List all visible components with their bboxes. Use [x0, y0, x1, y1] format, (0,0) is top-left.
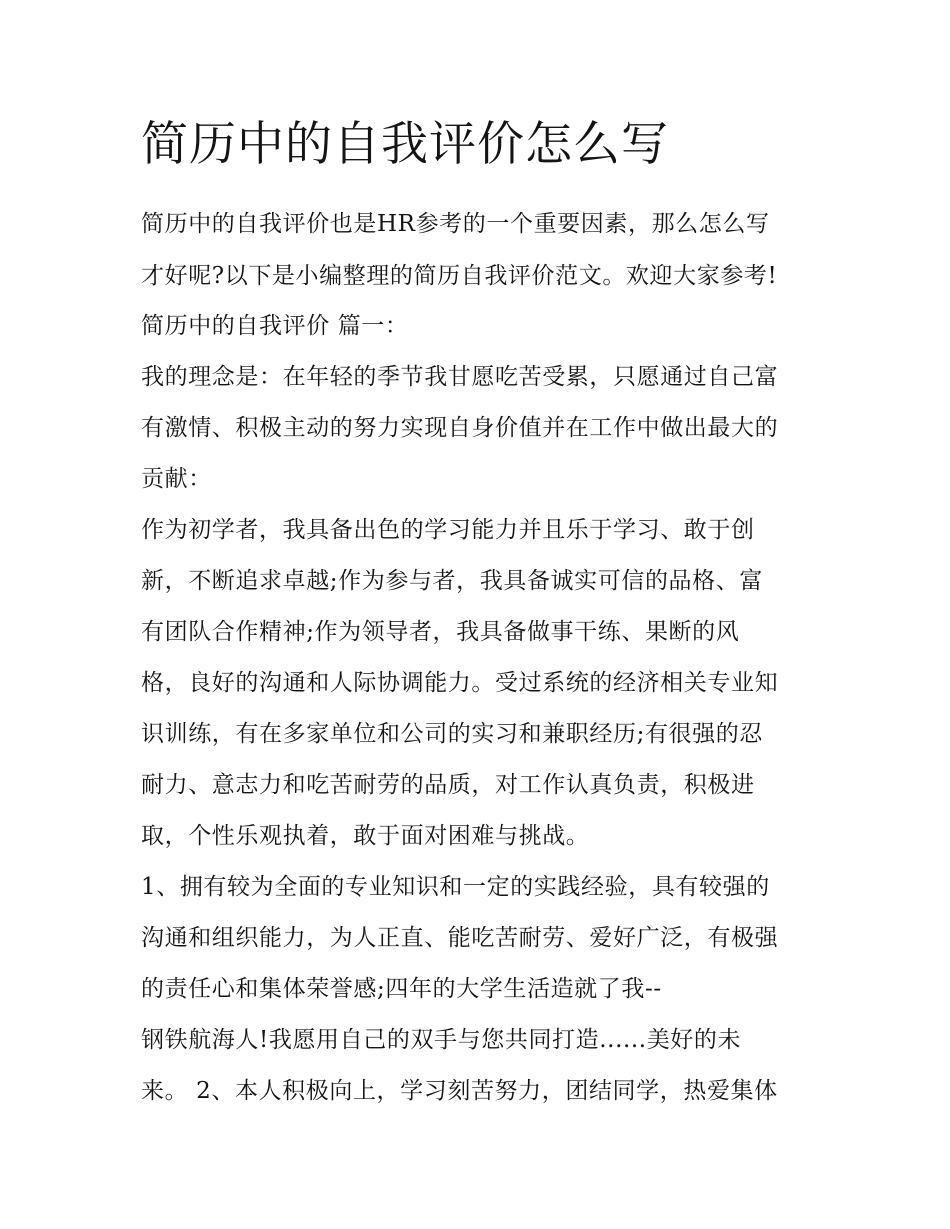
- paragraph-line: 耐力、意志力和吃苦耐劳的品质，对工作认真负责，积极进: [141, 772, 755, 798]
- paragraph-line: 识训练，有在多家单位和公司的实习和兼职经历;有很强的忍: [141, 721, 763, 747]
- paragraph-line: 有激情、积极主动的努力实现自身价值并在工作中做出最大的: [141, 415, 779, 441]
- paragraph-line: 简历中的自我评价也是HR参考的一个重要因素，那么怎么写: [141, 211, 770, 237]
- paragraph-line: 钢铁航海人!我愿用自己的双手与您共同打造......美好的未: [141, 1027, 742, 1053]
- paragraph-line: 才好呢?以下是小编整理的简历自我评价范文。欢迎大家参考!: [141, 263, 778, 289]
- paragraph-line: 1、拥有较为全面的专业知识和一定的实践经验，具有较强的: [141, 874, 770, 900]
- paragraph-line: 贡献：: [141, 466, 212, 492]
- document-title: 简历中的自我评价怎么写: [141, 117, 669, 172]
- paragraph-line: 有团队合作精神;作为领导者，我具备做事干练、果断的风: [141, 619, 740, 645]
- paragraph-line: 取，个性乐观执着，敢于面对困难与挑战。: [141, 823, 590, 849]
- paragraph-line: 作为初学者，我具备出色的学习能力并且乐于学习、敢于创: [141, 517, 755, 543]
- paragraph-line: 新，不断追求卓越;作为参与者，我具备诚实可信的品格、富: [141, 568, 763, 594]
- paragraph-line: 沟通和组织能力，为人正直、能吃苦耐劳、爱好广泛，有极强: [141, 925, 779, 951]
- paragraph-line: 的责任心和集体荣誉感;四年的大学生活造就了我--: [141, 976, 662, 1002]
- paragraph-line: 来。 2、本人积极向上，学习刻苦努力，团结同学，热爱集体: [141, 1078, 778, 1104]
- section-heading: 简历中的自我评价 篇一：: [141, 313, 409, 339]
- paragraph-line: 格，良好的沟通和人际协调能力。受过系统的经济相关专业知: [141, 670, 779, 696]
- paragraph-line: 我的理念是：在年轻的季节我甘愿吃苦受累，只愿通过自己富: [141, 364, 779, 390]
